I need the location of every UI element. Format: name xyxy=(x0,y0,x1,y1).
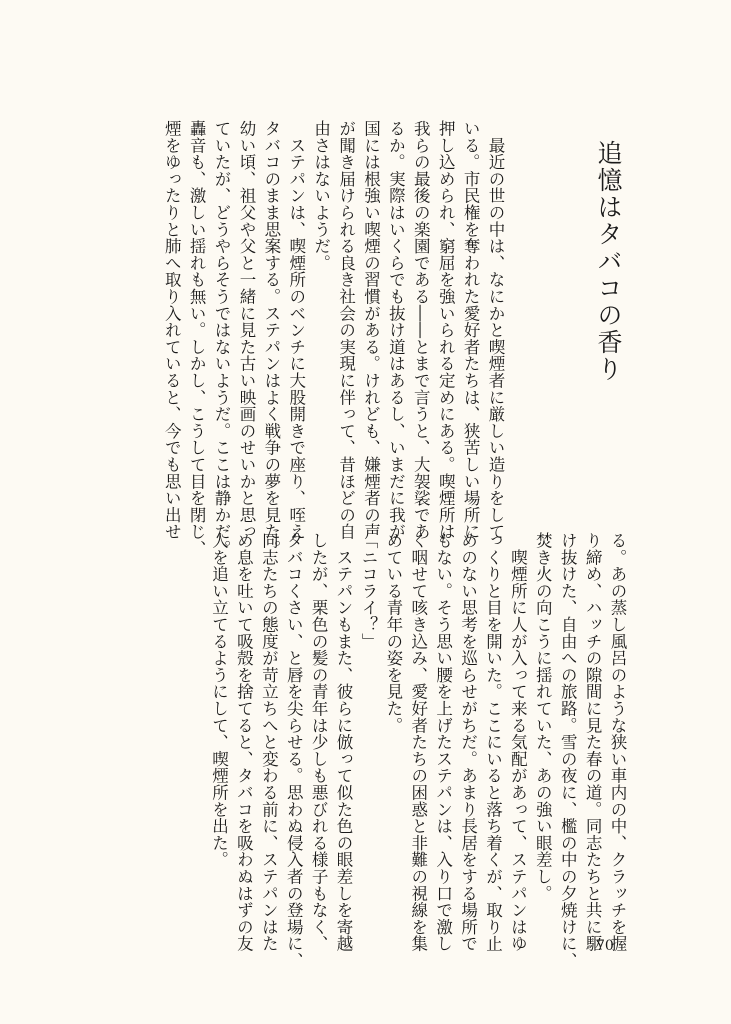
text-line: り締め、ハッチの隙間に見た春の道。同志たちと共に駆 xyxy=(583,532,603,952)
top-text-block xyxy=(158,120,507,557)
text-line: 幼い頃、祖父や父と一緒に見た古い映画のせいかと思っ xyxy=(236,120,256,540)
text-line: 最近の世の中は、なにかと喫煙者に厳しい造りをして xyxy=(486,120,505,540)
text-line: 同志たちの態度が苛立ちへと変わる前に、ステパンはた xyxy=(259,532,279,952)
text-line: タバコくさい、と唇を尖らせる。思わぬ侵入者の登場に、 xyxy=(284,532,304,969)
text-line: が聞き届けられる良き社会の実現に伴って、昔ほどの自 xyxy=(336,120,356,540)
page-number: 70 xyxy=(596,938,614,954)
text-line: もない。そう思い腰を上げたステパンは、入り口で激し xyxy=(433,532,453,952)
text-line: 由さはないようだ。 xyxy=(311,120,331,272)
text-line: 煙をゆったりと肺へ取り入れていると、今でも思い出せ xyxy=(162,120,182,540)
text-line: めている青年の姿を見た。 xyxy=(383,532,403,734)
text-line: 「ニコライ？」 xyxy=(358,532,378,650)
text-line: く咽せて咳き込み、愛好者たちの困惑と非難の視線を集 xyxy=(408,532,428,952)
text-line: 我らの最後の楽園である――とまで言うと、大袈裟であ xyxy=(411,120,431,540)
text-line: めのない思考を巡らせがちだ。あまり長居をする場所で xyxy=(458,532,478,952)
text-line: 人を追い立てるようにして、喫煙所を出た。 xyxy=(209,532,229,868)
text-line: 焚き火の向こうに揺れていた、あの強い眼差し。 xyxy=(533,532,553,902)
text-line: 国には根強い喫煙の習慣がある。けれども、嫌煙者の声 xyxy=(361,120,381,540)
text-line: ていたが、どうやらそうではないようだ。ここは静かだ。 xyxy=(212,120,232,557)
text-line: る。あの蒸し風呂のような狭い車内の中、クラッチを握 xyxy=(608,532,627,952)
text-line: 喫煙所に人が入って来る気配があって、ステパンはゆ xyxy=(508,532,528,952)
story-title: 追憶はタバコの香り xyxy=(594,140,623,383)
text-line: ステパンは、喫煙所のベンチに大股開きで座り、咥え xyxy=(286,120,306,540)
text-line: 押し込められ、窮屈を強いられる定めにある。喫煙所は xyxy=(436,120,456,540)
text-line: ステパンもまた、彼らに倣って似た色の眼差しを寄越 xyxy=(334,532,354,952)
text-line: 轟音も、激しい揺れも無い。しかし、こうして目を閉じ、 xyxy=(187,120,207,557)
text-line: したが、栗色の髪の青年は少しも悪びれる様子もなく、 xyxy=(309,532,329,952)
text-line: め息を吐いて吸殻を捨てると、タバコを吸わぬはずの友 xyxy=(234,532,254,952)
text-line: るか。実際はいくらでも抜け道はあるし、いまだに我が xyxy=(386,120,406,540)
text-line: っくりと目を開いた。ここにいると落ち着くが、取り止 xyxy=(483,532,503,952)
text-line: け抜けた、自由への旅路。雪の夜に、檻の中の夕焼けに、 xyxy=(558,532,578,969)
text-line: タバコのまま思案する。ステパンはよく戦争の夢を見た。 xyxy=(261,120,281,557)
text-line: いる。市民権を奪われた愛好者たちは、狭苦しい場所に xyxy=(461,120,481,540)
